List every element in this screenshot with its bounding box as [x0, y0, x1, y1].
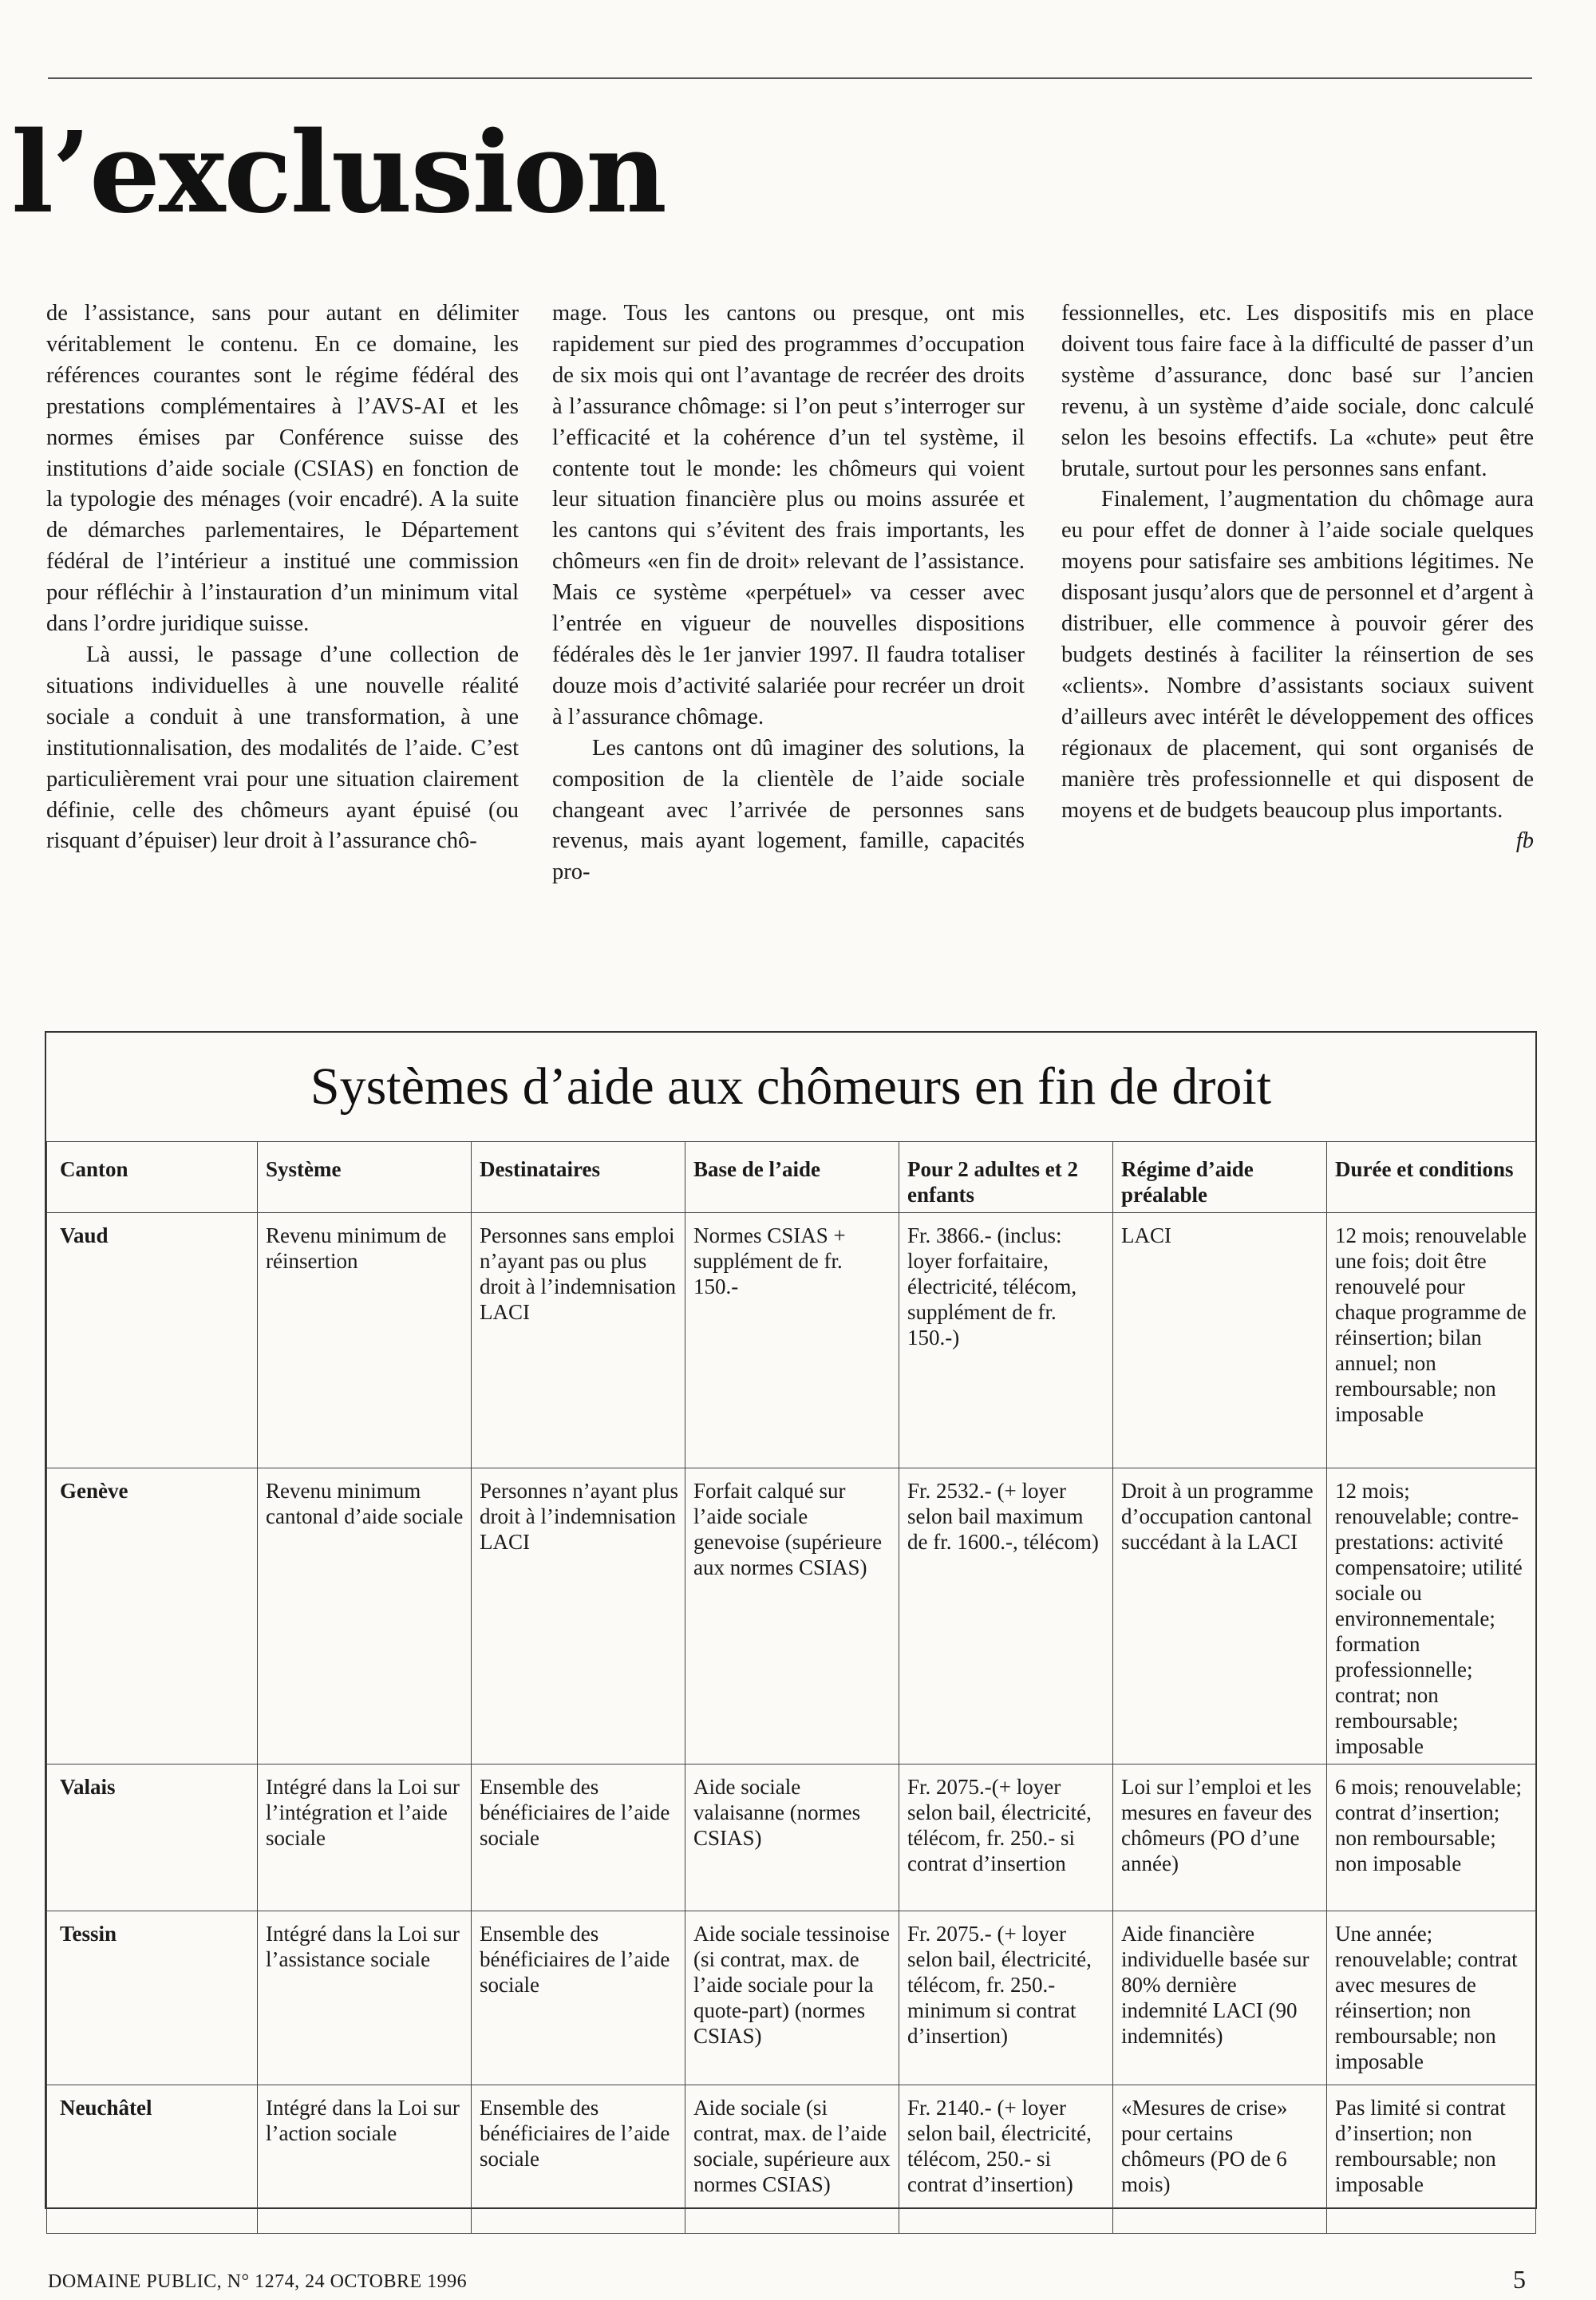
footer-publication: DOMAINE PUBLIC, N° 1274, 24 OCTOBRE 1996 [48, 2271, 468, 2292]
table-cell: Fr. 2075.- (+ loyer selon bail, électricité, télécom, fr. 250.- minimum si contrat d’insertion) [899, 1911, 1113, 2085]
table-cell: Une année; renouvelable; contrat avec mesures de réinsertion; non remboursable; non imposable [1327, 1911, 1536, 2085]
table-cell: Pas limité si contrat d’insertion; non remboursable; non imposable [1327, 2085, 1536, 2234]
table-cell: Fr. 3866.- (inclus: loyer forfaitaire, électricité, télécom, supplément de fr. 150.-) [899, 1213, 1113, 1468]
paragraph: fessionnelles, etc. Les dispositifs mis en place doivent tous faire face à la difficulté de passer d’un système d’assurance, donc basé sur l’ancien revenu, à un système d’aide sociale, donc calculé selon les besoins effectifs. La «chute» peut être brutale, surtout pour les personnes sans enfant. [1061, 301, 1534, 481]
article-column-1 [46, 298, 519, 857]
table-cell: LACI [1113, 1213, 1327, 1468]
table-cell: Ensemble des bénéficiaires de l’aide sociale [472, 2085, 685, 2234]
paragraph [1061, 484, 1534, 854]
page-number: 5 [1513, 2265, 1526, 2294]
table-header-row [47, 1142, 1536, 1213]
table-cell: 12 mois; renouvelable; contre-prestations: activité compensatoire; utilité sociale ou environnementale; formation professionnelle; contrat; non remboursable; imposable [1327, 1468, 1536, 1765]
table-cell: Fr. 2532.- (+ loyer selon bail maximum de fr. 1600.-, télécom) [899, 1468, 1113, 1765]
table-cell: «Mesures de crise» pour certains chômeurs (PO de 6 mois) [1113, 2085, 1327, 2234]
table-cell: Vaud [47, 1213, 258, 1468]
header-base-aide: Base de l’aide [685, 1142, 899, 1213]
table-cell: Neuchâtel [47, 2085, 258, 2234]
table-row [47, 1911, 1536, 2085]
table-cell: Aide sociale tessinoise (si contrat, max. de l’aide sociale pour la quote-part) (normes CSIAS) [685, 1911, 899, 2085]
article-columns [46, 298, 1537, 1017]
paragraph: de l’assistance, sans pour autant en délimiter véritablement le contenu. En ce domaine, les références courantes sont le régime fédéral des prestations complémentaires à l’AVS-AI et les normes émises par Conférence suisse des institutions d’aide sociale (CSIAS) en fonction de la typologie des ménages (voir encadré). A la suite de démarches parlementaires, le Département fédéral de l’intérieur a institué une commission pour réfléchir à l’instauration d’un minimum vital dans l’ordre juridique suisse. [46, 301, 519, 637]
article-column-3 [1061, 298, 1534, 857]
header-duree-conditions: Durée et conditions [1327, 1142, 1536, 1213]
table-row [47, 1213, 1536, 1468]
table-cell: Forfait calqué sur l’aide sociale genevoise (supérieure aux normes CSIAS) [685, 1468, 899, 1765]
author-signature: fb [1515, 828, 1534, 854]
paragraph: Là aussi, le passage d’une collection de situations individuelles à une nouvelle réalité sociale a conduit à une transformation, à une institutionnalisation, des modalités de l’aide. C’est particulièrement vrai pour une situation clairement définie, celle des chômeurs ayant épuisé (ou risquant d’épuiser) leur droit à l’assurance chô- [46, 642, 519, 854]
systems-table [46, 1141, 1536, 2234]
header-systeme: Système [258, 1142, 472, 1213]
header-montant: Pour 2 adultes et 2 enfants [899, 1142, 1113, 1213]
header-canton: Canton [47, 1142, 258, 1213]
table-cell: Normes CSIAS + supplément de fr. 150.- [685, 1213, 899, 1468]
table-cell: Intégré dans la Loi sur l’assistance sociale [258, 1911, 472, 2085]
paragraph: mage. Tous les cantons ou presque, ont mis rapidement sur pied des programmes d’occupation de six mois qui ont l’avantage de recréer des droits à l’assurance chômage: si l’on peut s’interroger sur l’efficacité et la cohérence d’un tel système, il contente tout le monde: les chômeurs qui voient leur situation financière plus ou moins assurée et les cantons qui s’évitent des frais importants, les chômeurs «en fin de droit» relevant de l’assistance. Mais ce système «perpétuel» va cesser avec l’entrée en vigueur de nouvelles dispositions fédérales dès le 1er janvier 1997. Il faudra totaliser douze mois d’activité salariée pour recréer un droit à l’assurance chômage. [552, 301, 1025, 729]
table-row [47, 1765, 1536, 1911]
table-cell: Tessin [47, 1911, 258, 2085]
table-cell: Aide sociale (si contrat, max. de l’aide sociale, supérieure aux normes CSIAS) [685, 2085, 899, 2234]
table-cell: Ensemble des bénéficiaires de l’aide sociale [472, 1911, 685, 2085]
paragraph-text: Finalement, l’augmentation du chômage aura eu pour effet de donner à l’aide sociale quelques moyens pour satisfaire ses ambitions légitimes. Ne disposant jusqu’alors que de personnel et d’argent à distribuer, elle commence à pouvoir gérer des budgets destinés à faciliter la réinsertion de ses «clients». Nombre d’assistants sociaux suivent d’ailleurs avec intérêt le développement des offices régionaux de placement, qui sont organisés de manière très professionnelle et qui disposent de moyens et de budgets beaucoup plus importants. [1061, 487, 1534, 823]
table-cell: 12 mois; renouvelable une fois; doit être renouvelé pour chaque programme de réinsertion; bilan annuel; non remboursable; non imposable [1327, 1213, 1536, 1468]
table-cell: Revenu minimum cantonal d’aide sociale [258, 1468, 472, 1765]
table-row [47, 2085, 1536, 2234]
table-row [47, 1468, 1536, 1765]
table-cell: 6 mois; renouvelable; contrat d’insertion; non remboursable; non imposable [1327, 1765, 1536, 1911]
table-cell: Aide sociale valaisanne (normes CSIAS) [685, 1765, 899, 1911]
table-cell: Personnes n’ayant plus droit à l’indemnisation LACI [472, 1468, 685, 1765]
table-cell: Genève [47, 1468, 258, 1765]
headline: l’exclusion [11, 108, 666, 239]
table-cell: Revenu minimum de réinsertion [258, 1213, 472, 1468]
table-cell: Aide financière individuelle basée sur 80% dernière indemnité LACI (90 indemnités) [1113, 1911, 1327, 2085]
table-cell: Fr. 2075.-(+ loyer selon bail, électricité, télécom, fr. 250.- si contrat d’insertion [899, 1765, 1113, 1911]
table-cell: Valais [47, 1765, 258, 1911]
table-cell: Personnes sans emploi n’ayant pas ou plus droit à l’indemnisation LACI [472, 1213, 685, 1468]
table-cell: Intégré dans la Loi sur l’action sociale [258, 2085, 472, 2234]
table-cell: Intégré dans la Loi sur l’intégration et l’aide sociale [258, 1765, 472, 1911]
table-cell: Ensemble des bénéficiaires de l’aide sociale [472, 1765, 685, 1911]
sidebar-table-box [45, 1031, 1537, 2209]
article-column-2 [552, 298, 1025, 888]
table-cell: Loi sur l’emploi et les mesures en faveur des chômeurs (PO d’une année) [1113, 1765, 1327, 1911]
header-destinataires: Destinataires [472, 1142, 685, 1213]
table-cell: Fr. 2140.- (+ loyer selon bail, électricité, télécom, 250.- si contrat d’insertion) [899, 2085, 1113, 2234]
table-cell: Droit à un programme d’occupation cantonal succédant à la LACI [1113, 1468, 1327, 1765]
top-rule [48, 77, 1532, 79]
header-regime-prealable: Régime d’aide préalable [1113, 1142, 1327, 1213]
table-title: Systèmes d’aide aux chômeurs en fin de droit [310, 1057, 1272, 1116]
paragraph: Les cantons ont dû imaginer des solutions, la composition de la clientèle de l’aide sociale changeant avec l’arrivée de personnes sans revenus, mais ayant logement, famille, capacités pro- [552, 735, 1025, 885]
